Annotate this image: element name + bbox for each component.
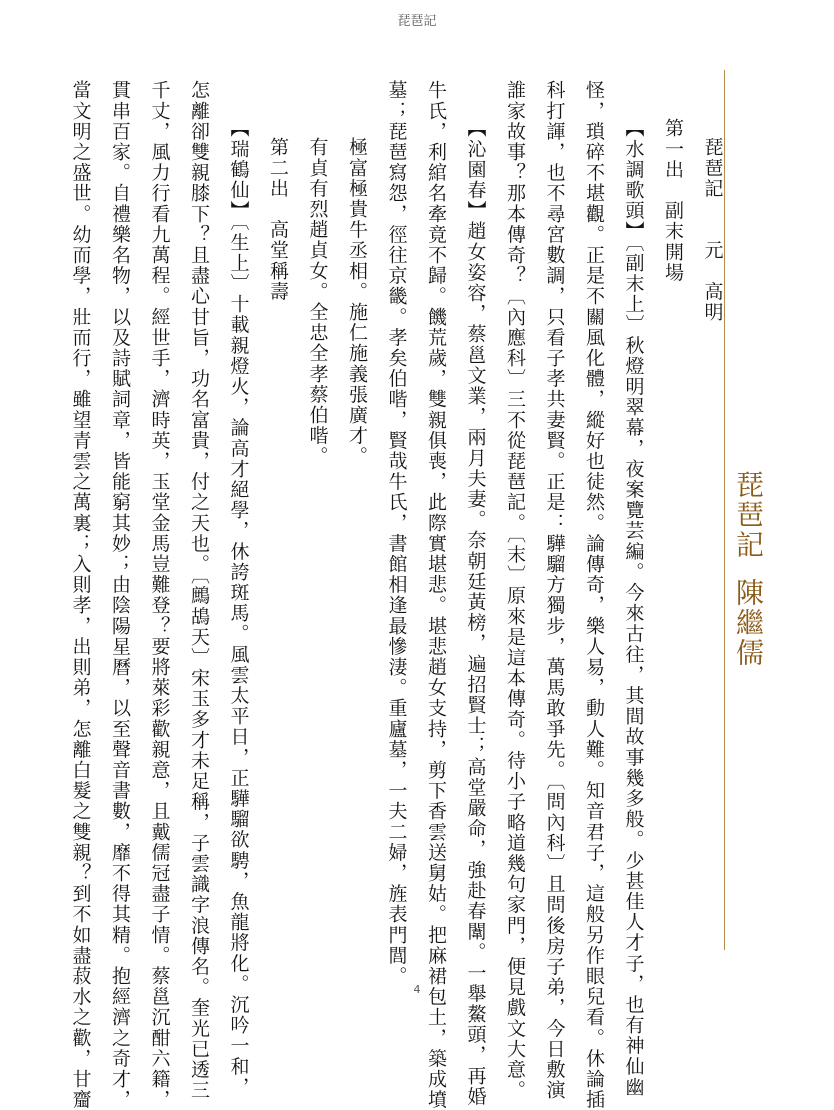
text-column: 第二出 高堂稱壽 bbox=[267, 137, 289, 302]
page-number: 4 bbox=[413, 983, 421, 996]
text-column: 琵琶記 元 高明 bbox=[701, 137, 724, 323]
text-column: 貫串百家。自禮樂名物，以及詩賦詞章，皆能窮其妙；由陰陽星曆，以至聲音書數，靡不得其精。抱經濟之奇才， bbox=[109, 80, 131, 1110]
text-column: 第一出 副末開場 bbox=[662, 118, 684, 283]
text-column: 怎離卻雙親膝下？且盡心甘旨，功名富貴，付之天也。〔鷓鴣天〕宋玉多才未足稱，子雲識字浪傳名。奎光已透三 bbox=[188, 80, 210, 1101]
text-column: 怪，瑣碎不堪觀。正是不關風化體，縱好也徒然。論傳奇，樂人易，動人難。知音君子，這般另作眼兒看。休論插 bbox=[583, 80, 605, 1110]
text-column: 牛氏，利綰名牽竟不歸。饑荒歲，雙親俱喪，此際實堪悲。堪悲趙女支持，剪下香雲送舅姑。把麻裙包土，築成墳 bbox=[425, 80, 447, 1110]
text-column: 科打諢，也不尋宮數調，只看子孝共妻賢。正是：驊騮方獨步，萬馬敢爭先。〔問內科〕且問後房子弟，今日敷演 bbox=[543, 80, 566, 1101]
text-column: 【水調歌頭】〔副末上〕秋燈明翠幕，夜案覽芸編。今來古往，其間故事幾多般。少甚佳人才子，也有神仙幽 bbox=[622, 118, 645, 1098]
text-column: 極富極貴牛丞相。施仁施義張廣才。 bbox=[346, 137, 368, 467]
running-header: 琵琶記 bbox=[397, 14, 437, 29]
text-column: 誰家故事？那本傳奇？〔內應科〕三不從琵琶記。〔末〕原來是這本傳奇。待小子略道幾句家門，便見戲文大意。 bbox=[504, 80, 526, 1101]
text-column: 當文明之盛世。幼而學，壯而行，雖望青雲之萬裏；入則孝，出則弟，怎離白髮之雙親？到不如盡菽水之歡，甘齏 bbox=[69, 80, 92, 1110]
book-title-block bbox=[728, 470, 768, 668]
text-column: 墓；琵琶寫怨，徑往京畿。孝矣伯喈，賢哉牛氏，書館相逢最慘淒。重廬墓，一夫二婦，旌表門閭。 bbox=[385, 80, 408, 987]
text-column: 千丈，風力行看九萬程。經世手，濟時英，玉堂金馬豈難登？要將萊彩歡親意，且戴儒冠盡子情。蔡邕沉酣六籍， bbox=[148, 80, 171, 1110]
document-body bbox=[60, 80, 732, 1110]
book-author: 陳繼儒 bbox=[732, 578, 765, 668]
text-column: 【沁園春】趙女姿容，蔡邕文業，兩月夫妻。奈朝廷黃榜，遍招賢士；高堂嚴命，強赴春闈。一舉鰲頭，再婚 bbox=[464, 118, 487, 1107]
book-title: 琵琶記 bbox=[732, 470, 765, 560]
text-column: 有貞有烈趙貞女。全忠全孝蔡伯喈。 bbox=[306, 137, 329, 467]
text-column: 【瑞鶴仙】〔生上〕十載親燈火，論高才絕學，休誇斑馬。風雲太平日，正驊騮欲騁，魚龍將化。沉吟一和， bbox=[227, 118, 250, 1098]
